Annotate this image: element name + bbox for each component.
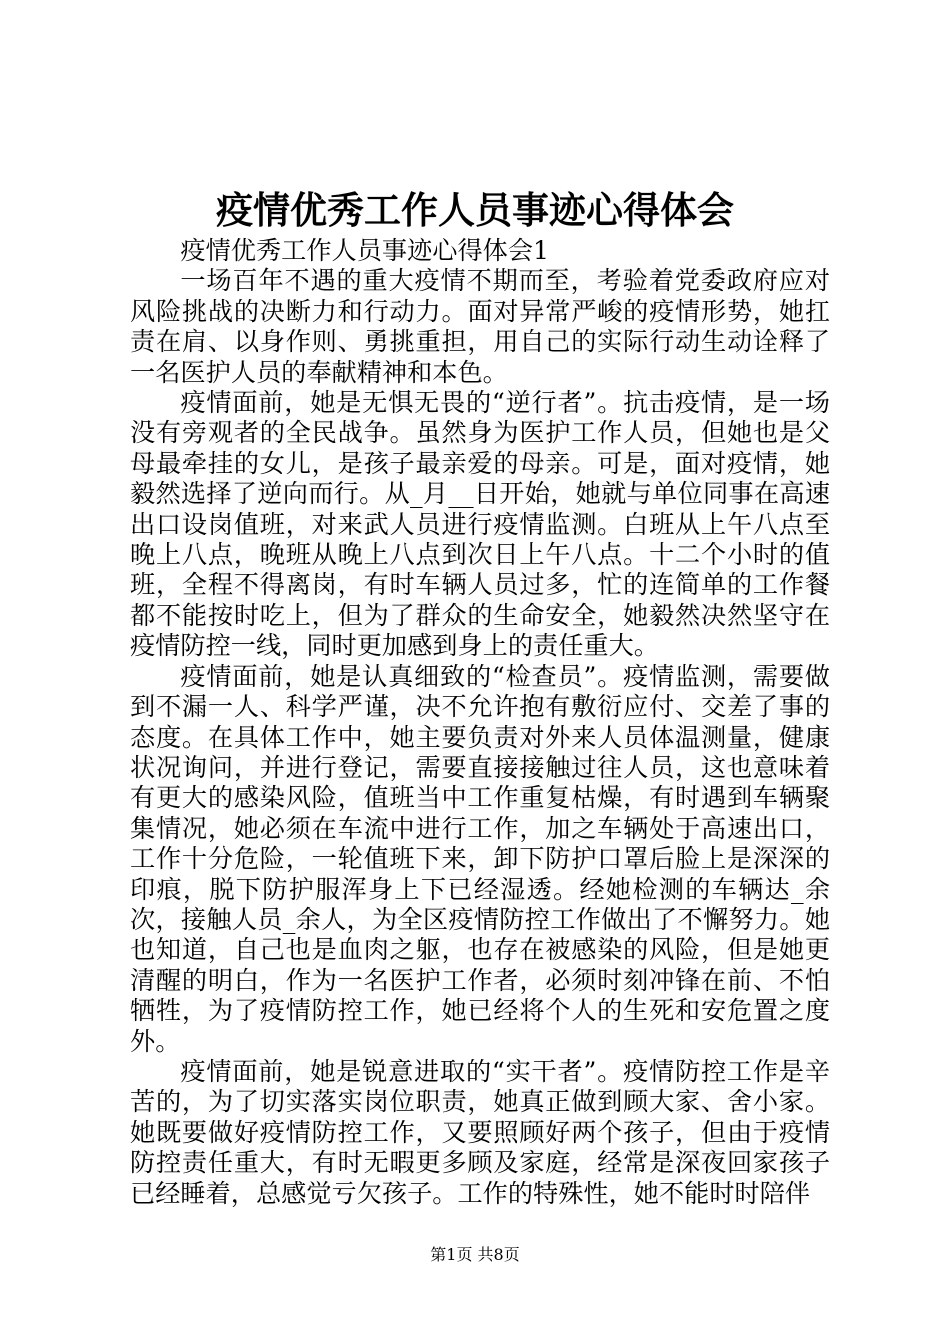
paragraph: 一场百年不遇的重大疫情不期而至，考验着党委政府应对风险挑战的决断力和行动力。面对异常严峻的疫情形势，她扛责在肩、以身作则、勇挑重担，用自己的实际行动生动诠释了一名医护人员的奉献精神和本色。 bbox=[130, 266, 830, 387]
document-body bbox=[130, 236, 830, 1209]
paragraph: 疫情面前，她是无惧无畏的“逆行者”。抗击疫情，是一场没有旁观者的全民战争。虽然身为医护工作人员，但她也是父母最牵挂的女儿，是孩子最亲爱的母亲。可是，面对疫情，她毅然选择了逆向而行。从_月__日开始，她就与单位同事在高速出口设岗值班，对来武人员进行疫情监测。白班从上午八点至晚上八点，晚班从晚上八点到次日上午八点。十二个小时的值班，全程不得离岗，有时车辆人员过多，忙的连简单的工作餐都不能按时吃上，但为了群众的生命安全，她毅然决然坚守在疫情防控一线，同时更加感到身上的责任重大。 bbox=[130, 388, 830, 661]
subtitle-paragraph: 疫情优秀工作人员事迹心得体会1 bbox=[180, 236, 550, 265]
paragraph: 疫情面前，她是认真细致的“检查员”。疫情监测，需要做到不漏一人、科学严谨，决不允许抱有敷衍应付、交差了事的态度。在具体工作中，她主要负责对外来人员体温测量，健康状况询问，并进行登记，需要直接接触过往人员，这也意味着有更大的感染风险，值班当中工作重复枯燥，有时遇到车辆聚集情况，她必须在车流中进行工作，加之车辆处于高速出口，工作十分危险，一轮值班下来，卸下防护口罩后脸上是深深的印痕，脱下防护服浑身上下已经湿透。经她检测的车辆达_余次，接触人员_余人，为全区疫情防控工作做出了不懈努力。她也知道，自己也是血肉之躯，也存在被感染的风险，但是她更清醒的明白，作为一名医护工作者，必须时刻冲锋在前、不怕牺牲，为了疫情防控工作，她已经将个人的生死和安危置之度外。 bbox=[130, 661, 830, 1056]
paragraph: 疫情面前，她是锐意进取的“实干者”。疫情防控工作是辛苦的，为了切实落实岗位职责，她真正做到顾大家、舍小家。她既要做好疫情防控工作，又要照顾好两个孩子，但由于疫情防控责任重大，有时无暇更多顾及家庭，经常是深夜回家孩子已经睡着，总感觉亏欠孩子。工作的特殊性，她不能时时陪伴 bbox=[130, 1056, 830, 1208]
page-footer: 第1页 共8页 bbox=[430, 1245, 520, 1264]
page-title: 疫情优秀工作人员事迹心得体会 bbox=[216, 188, 734, 232]
